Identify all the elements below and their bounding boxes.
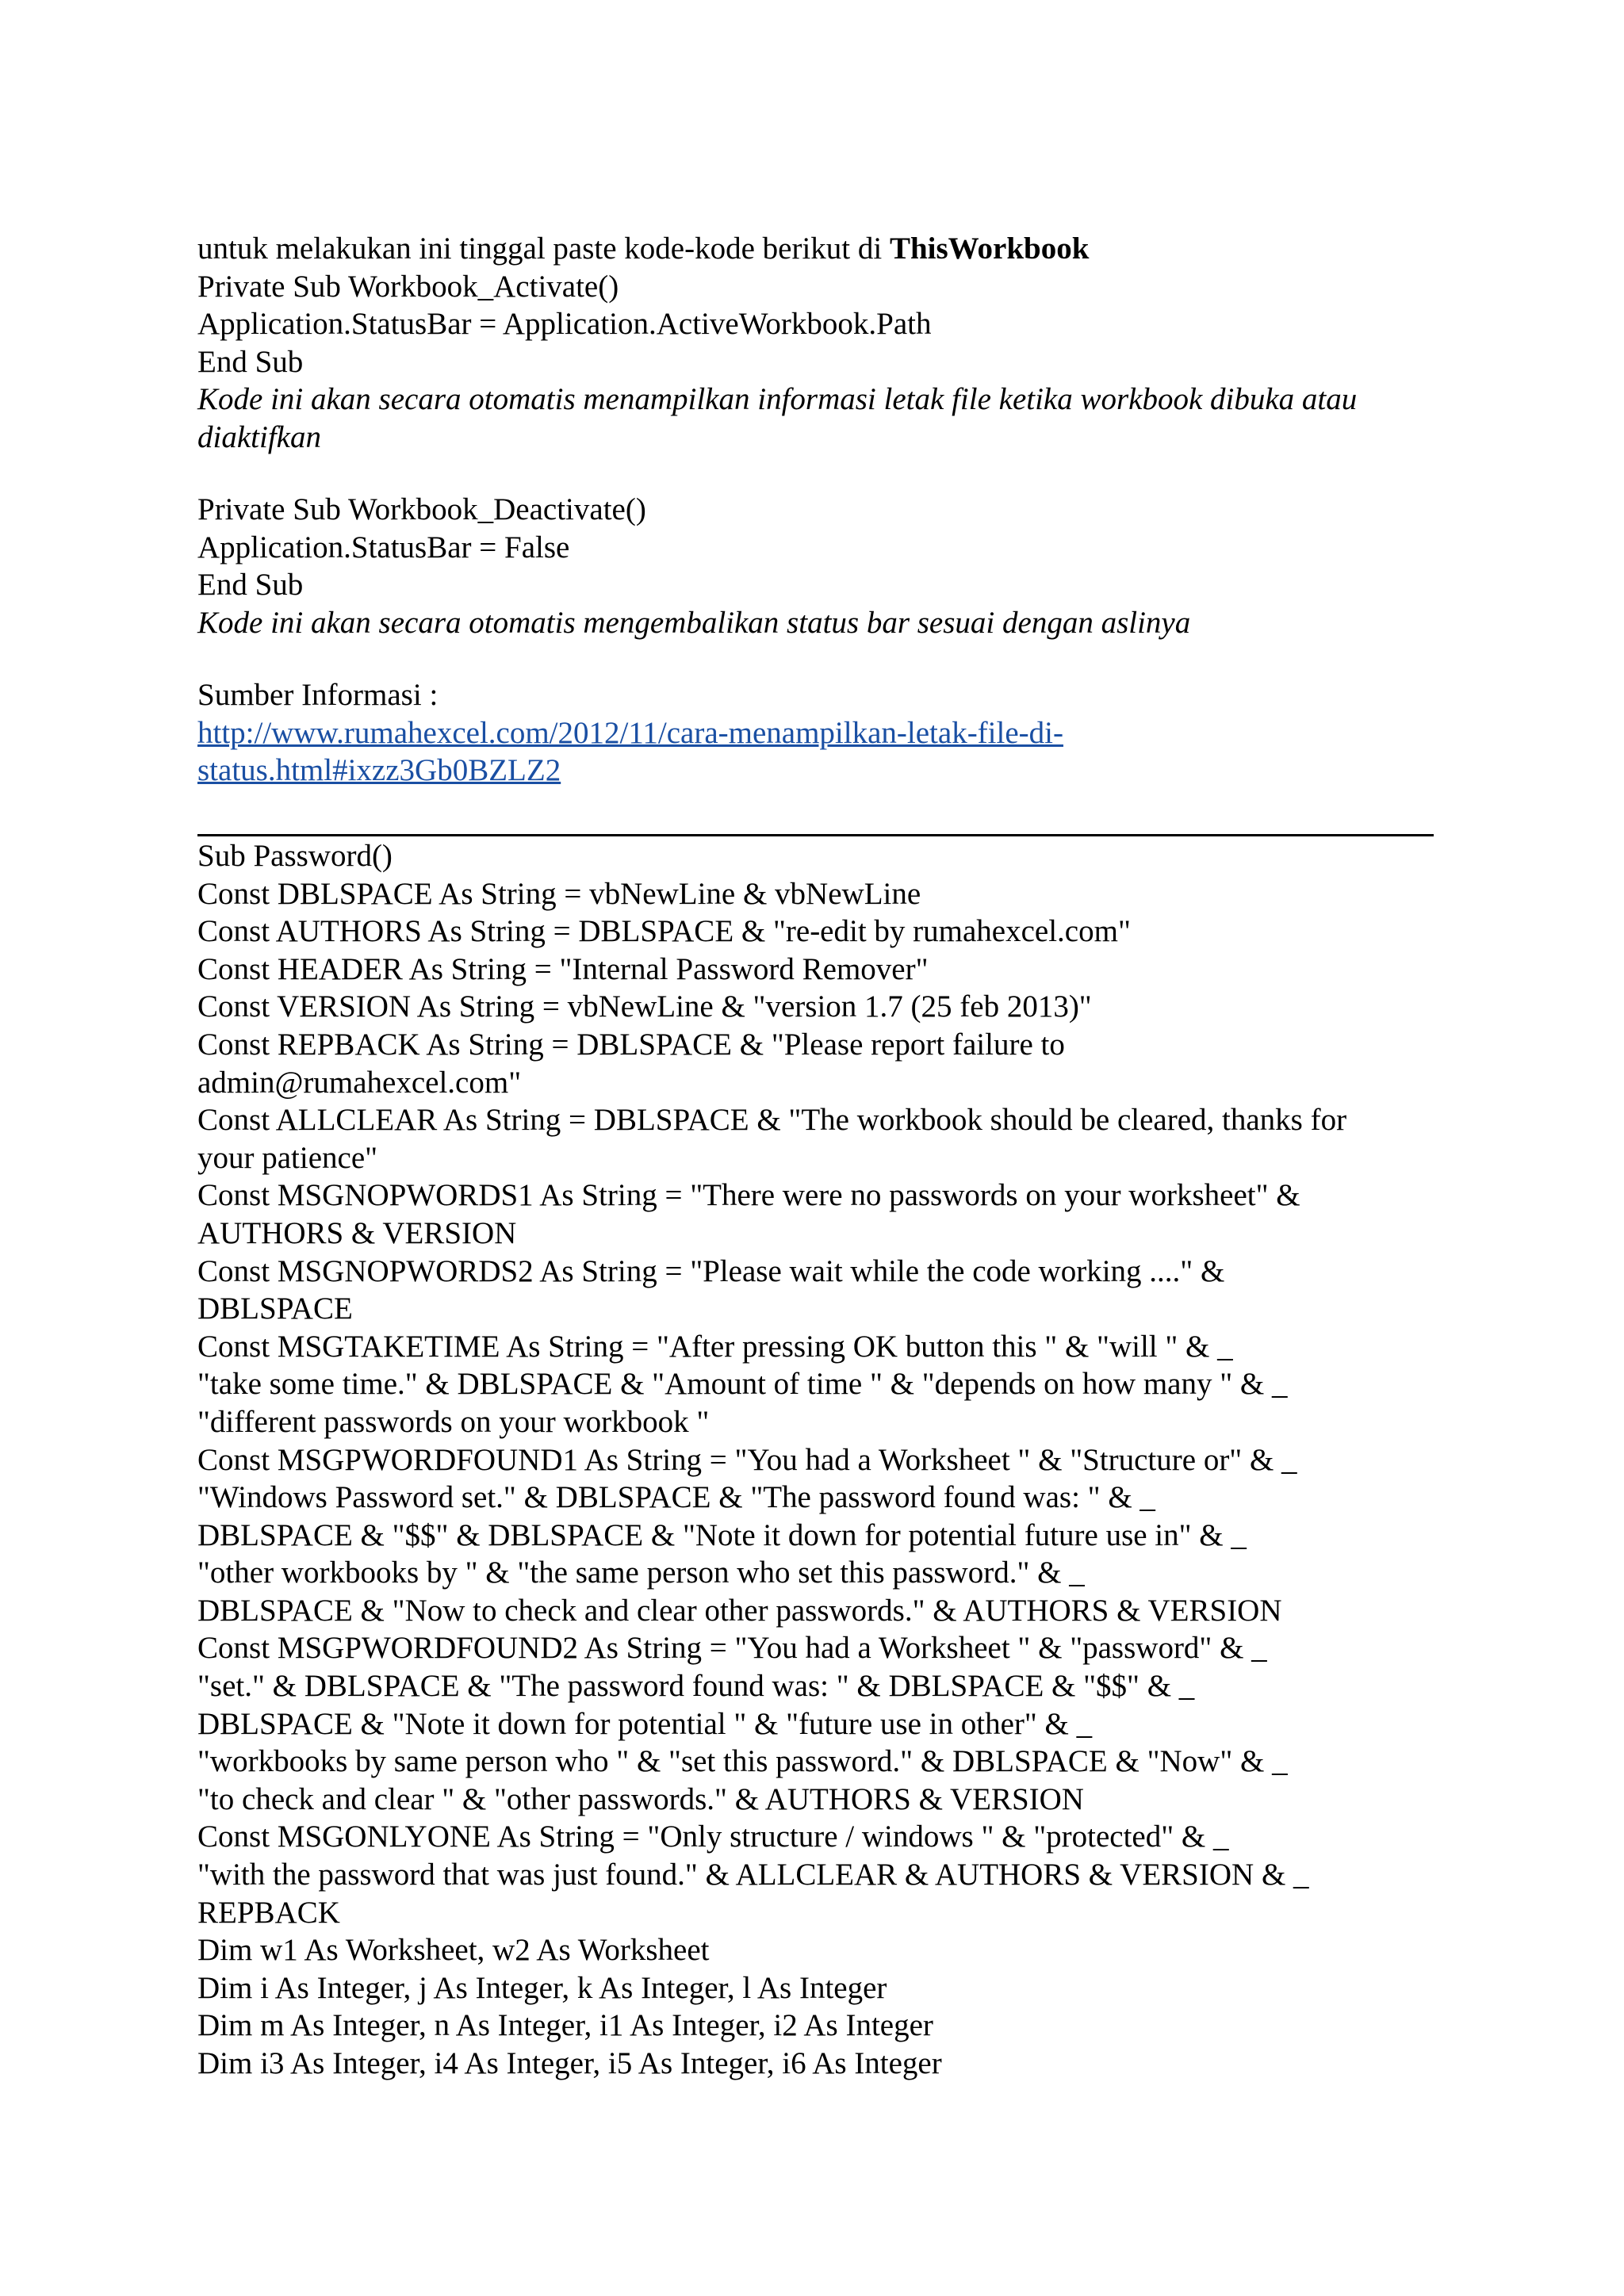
paragraph-gap (197, 456, 1434, 491)
code-line: Const MSGPWORDFOUND1 As String = "You had a Worksheet " & "Structure or" & _ (197, 1442, 1297, 1477)
deactivate-code-line: End Sub (197, 568, 304, 602)
activate-code-line: Private Sub Workbook_Activate() (197, 269, 619, 304)
code-line: Const ALLCLEAR As String = DBLSPACE & "The workbook should be cleared, thanks for (197, 1103, 1347, 1138)
activate-note-line: diaktifkan (197, 419, 321, 454)
code-line: "with the password that was just found." & ALLCLEAR & AUTHORS & VERSION & _ (197, 1858, 1309, 1892)
deactivate-note-line: Kode ini akan secara otomatis mengembalikan status bar sesuai dengan aslinya (197, 605, 1191, 640)
code-line: REPBACK (197, 1895, 340, 1930)
code-line: Sub Password() (197, 839, 393, 873)
code-line: "to check and clear " & "other passwords." & AUTHORS & VERSION (197, 1781, 1084, 1816)
code-line: Const REPBACK As String = DBLSPACE & "Please report failure to (197, 1027, 1065, 1062)
code-line: DBLSPACE & "Now to check and clear other passwords." & AUTHORS & VERSION (197, 1593, 1282, 1628)
code-line: Dim i As Integer, j As Integer, k As Integer, l As Integer (197, 1970, 887, 2005)
code-line: "take some time." & DBLSPACE & "Amount of time " & "depends on how many " & _ (197, 1367, 1288, 1402)
code-line: DBLSPACE & "$$" & DBLSPACE & "Note it down for potential future use in" & _ (197, 1517, 1247, 1552)
code-line: DBLSPACE (197, 1292, 353, 1326)
intro-bold-text: ThisWorkbook (889, 232, 1090, 266)
source-link-line[interactable]: status.html#ixzz3Gb0BZLZ2 (197, 753, 561, 787)
horizontal-divider (197, 834, 1434, 836)
code-line: "Windows Password set." & DBLSPACE & "The password found was: " & _ (197, 1480, 1155, 1515)
code-line: Const AUTHORS As String = DBLSPACE & "re-edit by rumahexcel.com" (197, 914, 1131, 949)
source-label: Sumber Informasi : (197, 678, 439, 712)
code-line: Dim i3 As Integer, i4 As Integer, i5 As Integer, i6 As Integer (197, 2046, 942, 2080)
code-line: Const VERSION As String = vbNewLine & "version 1.7 (25 feb 2013)" (197, 989, 1092, 1024)
code-line: Const MSGNOPWORDS2 As String = "Please wait while the code working ...." & (197, 1253, 1225, 1288)
code-line: AUTHORS & VERSION (197, 1215, 517, 1250)
password-code-block (197, 837, 1434, 2083)
activate-note-line: Kode ini akan secara otomatis menampilkan informasi letak file ketika workbook dibuka atau (197, 382, 1358, 416)
source-link-line[interactable]: http://www.rumahexcel.com/2012/11/cara-menampilkan-letak-file-di- (197, 715, 1063, 750)
code-line: Const MSGTAKETIME As String = "After pressing OK button this " & "will " & _ (197, 1329, 1233, 1364)
code-line: Const HEADER As String = "Internal Password Remover" (197, 951, 929, 986)
code-line: "workbooks by same person who " & "set this password." & DBLSPACE & "Now" & _ (197, 1744, 1288, 1779)
code-line: Const MSGNOPWORDS1 As String = "There were no passwords on your worksheet" & (197, 1178, 1300, 1213)
intro-text: untuk melakukan ini tinggal paste kode-kode berikut di (197, 232, 890, 266)
code-line: "set." & DBLSPACE & "The password found was: " & DBLSPACE & "$$" & _ (197, 1669, 1195, 1704)
activate-code-line: End Sub (197, 344, 304, 379)
paragraph-gap (197, 641, 1434, 676)
document-body (197, 230, 1434, 790)
code-line: Const DBLSPACE As String = vbNewLine & vbNewLine (197, 876, 921, 911)
code-line: "different passwords on your workbook " (197, 1404, 710, 1439)
deactivate-code-line: Application.StatusBar = False (197, 530, 570, 564)
code-line: Dim w1 As Worksheet, w2 As Worksheet (197, 1933, 710, 1968)
code-line: Const MSGONLYONE As String = "Only structure / windows " & "protected" & _ (197, 1820, 1229, 1854)
deactivate-code-line: Private Sub Workbook_Deactivate() (197, 492, 646, 526)
activate-code-line: Application.StatusBar = Application.ActiveWorkbook.Path (197, 307, 932, 341)
code-line: your patience" (197, 1140, 378, 1175)
code-line: admin@rumahexcel.com" (197, 1065, 522, 1100)
code-line: DBLSPACE & "Note it down for potential " & "future use in other" & _ (197, 1706, 1093, 1741)
intro-line (197, 230, 1434, 268)
code-line: Dim m As Integer, n As Integer, i1 As Integer, i2 As Integer (197, 2008, 933, 2043)
code-line: Const MSGPWORDFOUND2 As String = "You had a Worksheet " & "password" & _ (197, 1631, 1267, 1666)
code-line: "other workbooks by " & "the same person who set this password." & _ (197, 1556, 1085, 1590)
